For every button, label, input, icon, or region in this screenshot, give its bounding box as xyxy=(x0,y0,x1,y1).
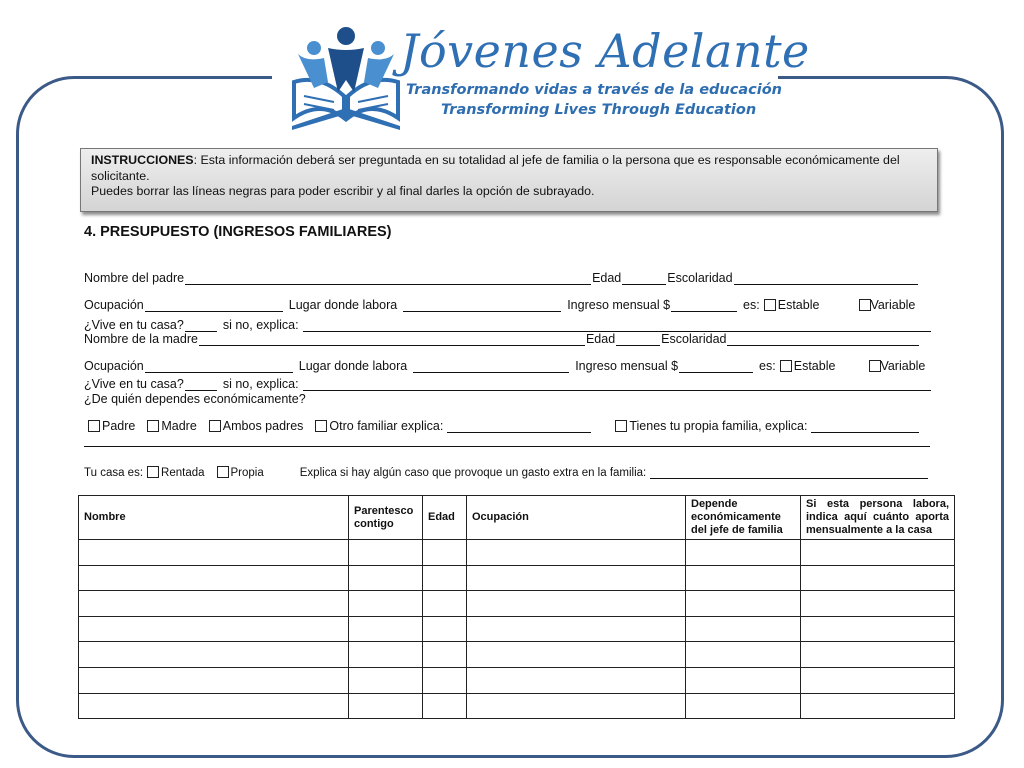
mother-stable-label: Estable xyxy=(793,359,836,373)
house-rented-label: Rentada xyxy=(161,467,205,479)
father-occupation-line xyxy=(84,296,915,312)
mother-age-label: Edad xyxy=(585,332,616,346)
mother-occupation-label: Ocupación xyxy=(84,359,144,373)
house-owned-checkbox[interactable] xyxy=(217,466,229,478)
header-occupation: Ocupación xyxy=(467,496,686,540)
mother-income-label: Ingreso mensual $ xyxy=(575,359,679,373)
dependency-father-label: Padre xyxy=(102,419,136,433)
tagline-spanish: Transformando vidas a través de la educación xyxy=(406,82,782,98)
table-cell[interactable] xyxy=(801,642,955,668)
dependency-question xyxy=(84,390,306,406)
dependency-question-label: ¿De quién dependes económicamente? xyxy=(84,392,306,406)
instructions-text-2: Puedes borrar las líneas negras para poder escribir y al final darles la opción de subrayado. xyxy=(91,184,595,198)
header-contribution: Si esta persona labora, indica aquí cuánto aporta mensualmente a la casa xyxy=(801,496,955,540)
father-name-field[interactable] xyxy=(185,272,591,285)
dependency-both-checkbox[interactable] xyxy=(209,420,221,432)
table-cell[interactable] xyxy=(79,591,349,617)
house-line xyxy=(84,463,929,479)
father-age-field[interactable] xyxy=(622,272,666,285)
father-income-label: Ingreso mensual $ xyxy=(567,298,671,312)
table-cell[interactable] xyxy=(801,667,955,693)
table-cell[interactable] xyxy=(423,642,467,668)
table-cell[interactable] xyxy=(686,616,801,642)
table-row xyxy=(79,642,955,668)
mother-name-field[interactable] xyxy=(199,333,585,346)
table-row xyxy=(79,540,955,566)
mother-stable-checkbox[interactable] xyxy=(780,360,792,372)
mother-occupation-line xyxy=(84,357,925,373)
father-occupation-label: Ocupación xyxy=(84,298,144,312)
table-cell[interactable] xyxy=(801,591,955,617)
father-workplace-label: Lugar donde labora xyxy=(288,298,398,312)
table-cell[interactable] xyxy=(349,565,423,591)
table-cell[interactable] xyxy=(349,591,423,617)
table-cell[interactable] xyxy=(349,616,423,642)
dependency-mother-checkbox[interactable] xyxy=(147,420,159,432)
table-cell[interactable] xyxy=(686,540,801,566)
mother-income-field[interactable] xyxy=(679,360,753,373)
table-cell[interactable] xyxy=(801,693,955,719)
table-header-row xyxy=(79,496,955,540)
mother-school-label: Escolaridad xyxy=(661,332,727,346)
dependency-other-label: Otro familiar explica: xyxy=(329,419,444,433)
mother-age-field[interactable] xyxy=(616,333,660,346)
house-rented-checkbox[interactable] xyxy=(147,466,159,478)
house-label: Tu casa es: xyxy=(84,467,144,479)
table-cell[interactable] xyxy=(423,591,467,617)
father-es-label: es: xyxy=(743,298,760,312)
house-owned-label: Propia xyxy=(230,467,264,479)
dependency-options xyxy=(86,417,920,433)
father-stable-checkbox[interactable] xyxy=(764,299,776,311)
mother-es-label: es: xyxy=(759,359,776,373)
father-lives-label: ¿Vive en tu casa? xyxy=(84,318,184,332)
dependency-both-label: Ambos padres xyxy=(222,419,304,433)
logo-people-book-icon xyxy=(284,22,408,134)
father-school-field[interactable] xyxy=(734,272,918,285)
father-name-label: Nombre del padre xyxy=(84,271,185,285)
father-variable-label: Variable xyxy=(870,298,916,312)
table-cell[interactable] xyxy=(467,565,686,591)
dependency-mother-label: Madre xyxy=(161,419,197,433)
table-cell[interactable] xyxy=(79,642,349,668)
dependency-other-checkbox[interactable] xyxy=(315,420,327,432)
mother-explain-label: si no, explica: xyxy=(222,377,299,391)
table-cell[interactable] xyxy=(423,616,467,642)
table-cell[interactable] xyxy=(467,591,686,617)
father-name-line xyxy=(84,269,919,285)
table-cell[interactable] xyxy=(686,667,801,693)
table-cell[interactable] xyxy=(349,693,423,719)
table-cell[interactable] xyxy=(79,693,349,719)
table-cell[interactable] xyxy=(467,642,686,668)
table-cell[interactable] xyxy=(467,616,686,642)
mother-workplace-field[interactable] xyxy=(413,360,569,373)
header-relationship: Parentesco contigo xyxy=(349,496,423,540)
header-dependent: Depende económicamente del jefe de familia xyxy=(686,496,801,540)
father-workplace-field[interactable] xyxy=(403,299,561,312)
instructions-text: : Esta información deberá ser preguntada en su totalidad al jefe de familia o la persona que es responsable económicamente del solicitante. xyxy=(91,153,900,183)
dependency-other-field[interactable] xyxy=(447,420,591,433)
mother-lives-line xyxy=(84,375,932,391)
mother-variable-label: Variable xyxy=(880,359,926,373)
dependency-own-family-label: Tienes tu propia familia, explica: xyxy=(629,419,808,433)
table-cell[interactable] xyxy=(686,591,801,617)
table-cell[interactable] xyxy=(349,642,423,668)
table-cell[interactable] xyxy=(686,642,801,668)
father-age-label: Edad xyxy=(592,271,622,285)
table-cell[interactable] xyxy=(467,540,686,566)
table-cell[interactable] xyxy=(423,693,467,719)
table-cell[interactable] xyxy=(79,540,349,566)
family-members-table xyxy=(78,495,955,719)
table-cell[interactable] xyxy=(467,667,686,693)
table-cell[interactable] xyxy=(79,667,349,693)
house-extra-field[interactable] xyxy=(650,466,928,479)
table-row xyxy=(79,693,955,719)
table-row xyxy=(79,565,955,591)
section-title: 4. PRESUPUESTO (INGRESOS FAMILIARES) xyxy=(84,224,392,240)
father-school-label: Escolaridad xyxy=(667,271,733,285)
table-cell[interactable] xyxy=(801,565,955,591)
table-cell[interactable] xyxy=(349,667,423,693)
tagline-english: Transforming Lives Through Education xyxy=(441,102,757,118)
mother-school-field[interactable] xyxy=(727,333,919,346)
mother-occupation-field[interactable] xyxy=(145,360,293,373)
dependency-own-family-checkbox[interactable] xyxy=(615,420,627,432)
father-explain-label: si no, explica: xyxy=(222,318,299,332)
table-cell[interactable] xyxy=(79,616,349,642)
table-cell[interactable] xyxy=(801,540,955,566)
mother-name-label: Nombre de la madre xyxy=(84,332,198,346)
mother-explain-field[interactable] xyxy=(303,378,931,391)
mother-name-line xyxy=(84,330,920,346)
table-row xyxy=(79,667,955,693)
table-cell[interactable] xyxy=(423,540,467,566)
table-row xyxy=(79,616,955,642)
dependency-father-checkbox[interactable] xyxy=(88,420,100,432)
instructions-box xyxy=(80,148,938,212)
table-cell[interactable] xyxy=(349,540,423,566)
table-cell[interactable] xyxy=(686,565,801,591)
table-cell[interactable] xyxy=(467,693,686,719)
mother-lives-label: ¿Vive en tu casa? xyxy=(84,377,184,391)
header-age: Edad xyxy=(423,496,467,540)
dependency-own-family-field[interactable] xyxy=(811,420,919,433)
header-name: Nombre xyxy=(79,496,349,540)
table-cell[interactable] xyxy=(686,693,801,719)
table-cell[interactable] xyxy=(423,667,467,693)
mother-workplace-label: Lugar donde labora xyxy=(298,359,408,373)
table-cell[interactable] xyxy=(801,616,955,642)
father-income-field[interactable] xyxy=(671,299,737,312)
father-stable-label: Estable xyxy=(777,298,820,312)
table-cell[interactable] xyxy=(79,565,349,591)
table-cell[interactable] xyxy=(423,565,467,591)
instructions-label: INSTRUCCIONES xyxy=(91,153,194,167)
brand-title: Jóvenes Adelante xyxy=(400,24,810,78)
table-row xyxy=(79,591,955,617)
dependency-extra-line[interactable] xyxy=(84,446,930,447)
father-occupation-field[interactable] xyxy=(145,299,283,312)
house-extra-label: Explica si hay algún caso que provoque un gasto extra en la familia: xyxy=(299,467,647,479)
